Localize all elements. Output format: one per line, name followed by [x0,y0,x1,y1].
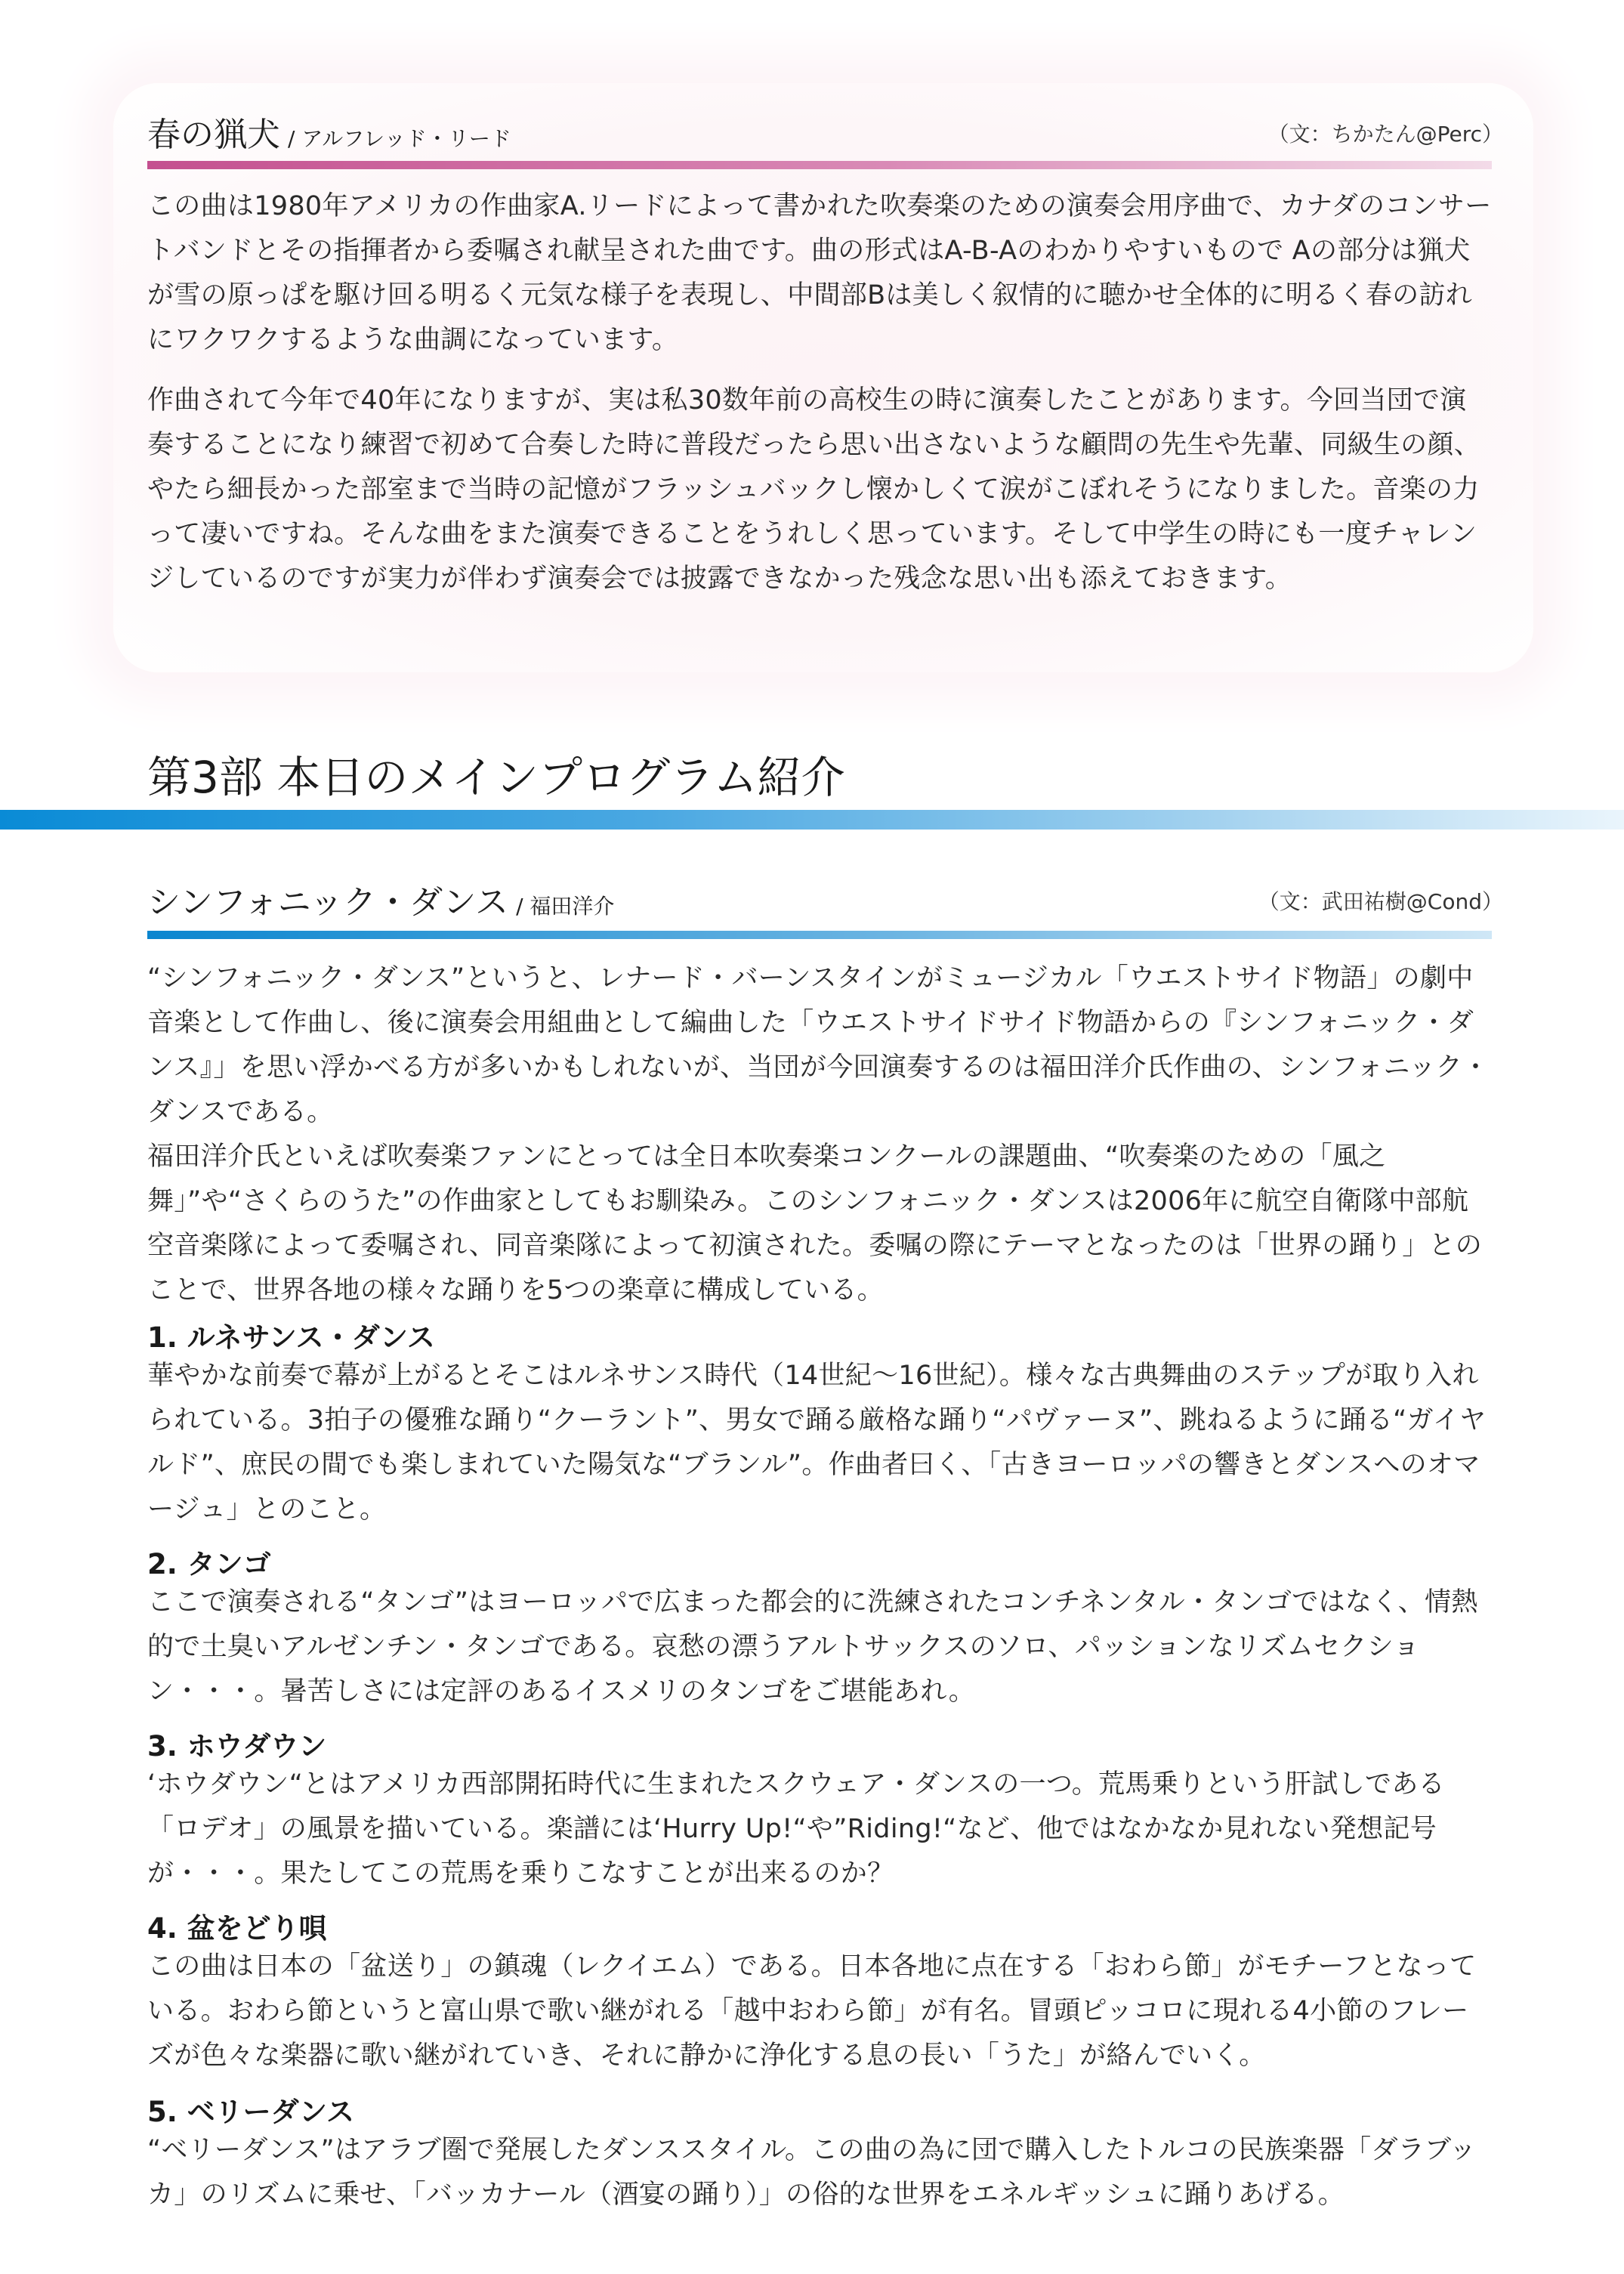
movement-title: 2. タンゴ [147,1548,271,1580]
section1-paragraph-2: 作曲されて今年で40年になりますが、実は私30数年前の高校生の時に演奏したことがあります。今回当団で演奏することになり練習で初めて合奏した時に普段だったら思い出さないような顧問の先生や先輩、同級生の顔、やたら細長かった部室まで当時の記憶がフラッシュバックし懐かしくて涙がこぼれそうになりました。音楽の力って凄いですね。そんな曲をまた演奏できることをうれしく思っています。そして中学生の時にも一度チャレンジしているのですが実力が伴わず演奏会では披露できなかった残念な思い出も添えておきます。 [147,385,1481,594]
part3-title: 第3部 本日のメインプログラム紹介 [147,752,845,803]
part3-divider [0,810,1624,830]
section1-title: 春の猟犬 [147,116,280,154]
section2-composer: / 福田洋介 [516,894,615,919]
movement-title: 4. 盆をどり唄 [147,1912,327,1945]
section1-divider [147,161,1492,169]
section1-credit: （文：ちかたん@Perc） [1267,122,1503,147]
movement-text: 華やかな前奏で幕が上がるとそこはルネサンス時代（14世紀〜16世紀）。様々な古典舞曲のステップが取り入れられている。3拍子の優雅な踊り“クーラント”、男女で踊る厳格な踊り“パヴァーヌ”、跳ねるように踊る“ガイヤルド”、庶民の間でも楽しまれていた陽気な“ブランル”。作曲者曰く、「古きヨーロッパの響きとダンスへのオマージュ」とのこと。 [147,1361,1487,1525]
movement-text: この曲は日本の「盆送り」の鎮魂（レクイエム）である。日本各地に点在する「おわら節」がモチーフとなっている。おわら節というと富山県で歌い継がれる「越中おわら節」が有名。冒頭ピッコロに現れる4小節のフレーズが色々な楽器に歌い継がれていき、それに静かに浄化する息の長い「うた」が絡んでいく。 [147,1951,1477,2071]
section1-composer: / アルフレッド・リード [288,126,511,151]
movement-text: ここで演奏される“タンゴ”はヨーロッパで広まった都会的に洗練されたコンチネンタル・タンゴではなく、情熱的で土臭いアルゼンチン・タンゴである。哀愁の漂うアルトサックスのソロ、パッションなリズムセクション・・・。暑苦しさには定評のあるイスメリのタンゴをご堪能あれ。 [147,1587,1478,1707]
section2-credit: （文：武田祐樹@Cond） [1258,889,1503,914]
movement-title: 5. ベリーダンス [147,2096,354,2128]
section2-paragraph-2: 福田洋介氏といえば吹奏楽ファンにとっては全日本吹奏楽コンクールの課題曲、“吹奏楽のための「風之舞」”や“さくらのうた”の作曲家としてもお馴染み。このシンフォニック・ダンスは2006年に航空自衛隊中部航空音楽隊によって委嘱され、同音楽隊によって初演された。委嘱の際にテーマとなったのは「世界の踊り」とのことで、世界各地の様々な踊りを5つの楽章に構成している。 [147,1142,1483,1305]
movement-title: 3. ホウダウン [147,1730,327,1763]
section1-header [147,107,511,156]
movement-text: ‘ホウダウン“とはアメリカ西部開拓時代に生まれたスクウェア・ダンスの一つ。荒馬乗りという肝試しである「ロデオ」の風景を描いている。楽譜には‘Hurry Up!“や”Riding!“など、他ではなかなか見れない発想記号が・・・。果たしてこの荒馬を乗りこなすことが出来るのか？ [147,1769,1445,1889]
movement-title: 1. ルネサンス・ダンス [147,1321,435,1354]
section2-title: シンフォニック・ダンス [147,883,509,922]
section1-paragraph-1: この曲は1980年アメリカの作曲家A.リードによって書かれた吹奏楽のための演奏会用序曲で、カナダのコンサートバンドとその指揮者から委嘱され献呈された曲です。曲の形式はA-B-Aのわかりやすいもので Aの部分は猟犬が雪の原っぱを駆け回る明るく元気な様子を表現し、中間部Bは美しく叙情的に聴かせ全体的に明るく春の訪れにワクワクするような曲調になっています。 [147,191,1492,355]
movement-text: “ベリーダンス”はアラブ圏で発展したダンススタイル。この曲の為に団で購入したトルコの民族楽器「ダラブッカ」のリズムに乗せ、「バッカナール（酒宴の踊り）」の俗的な世界をエネルギッシュに踊りあげる。 [147,2135,1477,2210]
section2-header [147,875,614,923]
section2-paragraph-1: “シンフォニック・ダンス”というと、レナード・バーンスタインがミュージカル「ウエストサイド物語」の劇中音楽として作曲し、後に演奏会用組曲として編曲した「ウエストサイドサイド物語からの『シンフォニック・ダンス』」を思い浮かべる方が多いかもしれないが、当団が今回演奏するのは福田洋介氏作曲の、シンフォニック・ダンスである。 [147,963,1490,1127]
section2-divider [147,931,1492,939]
